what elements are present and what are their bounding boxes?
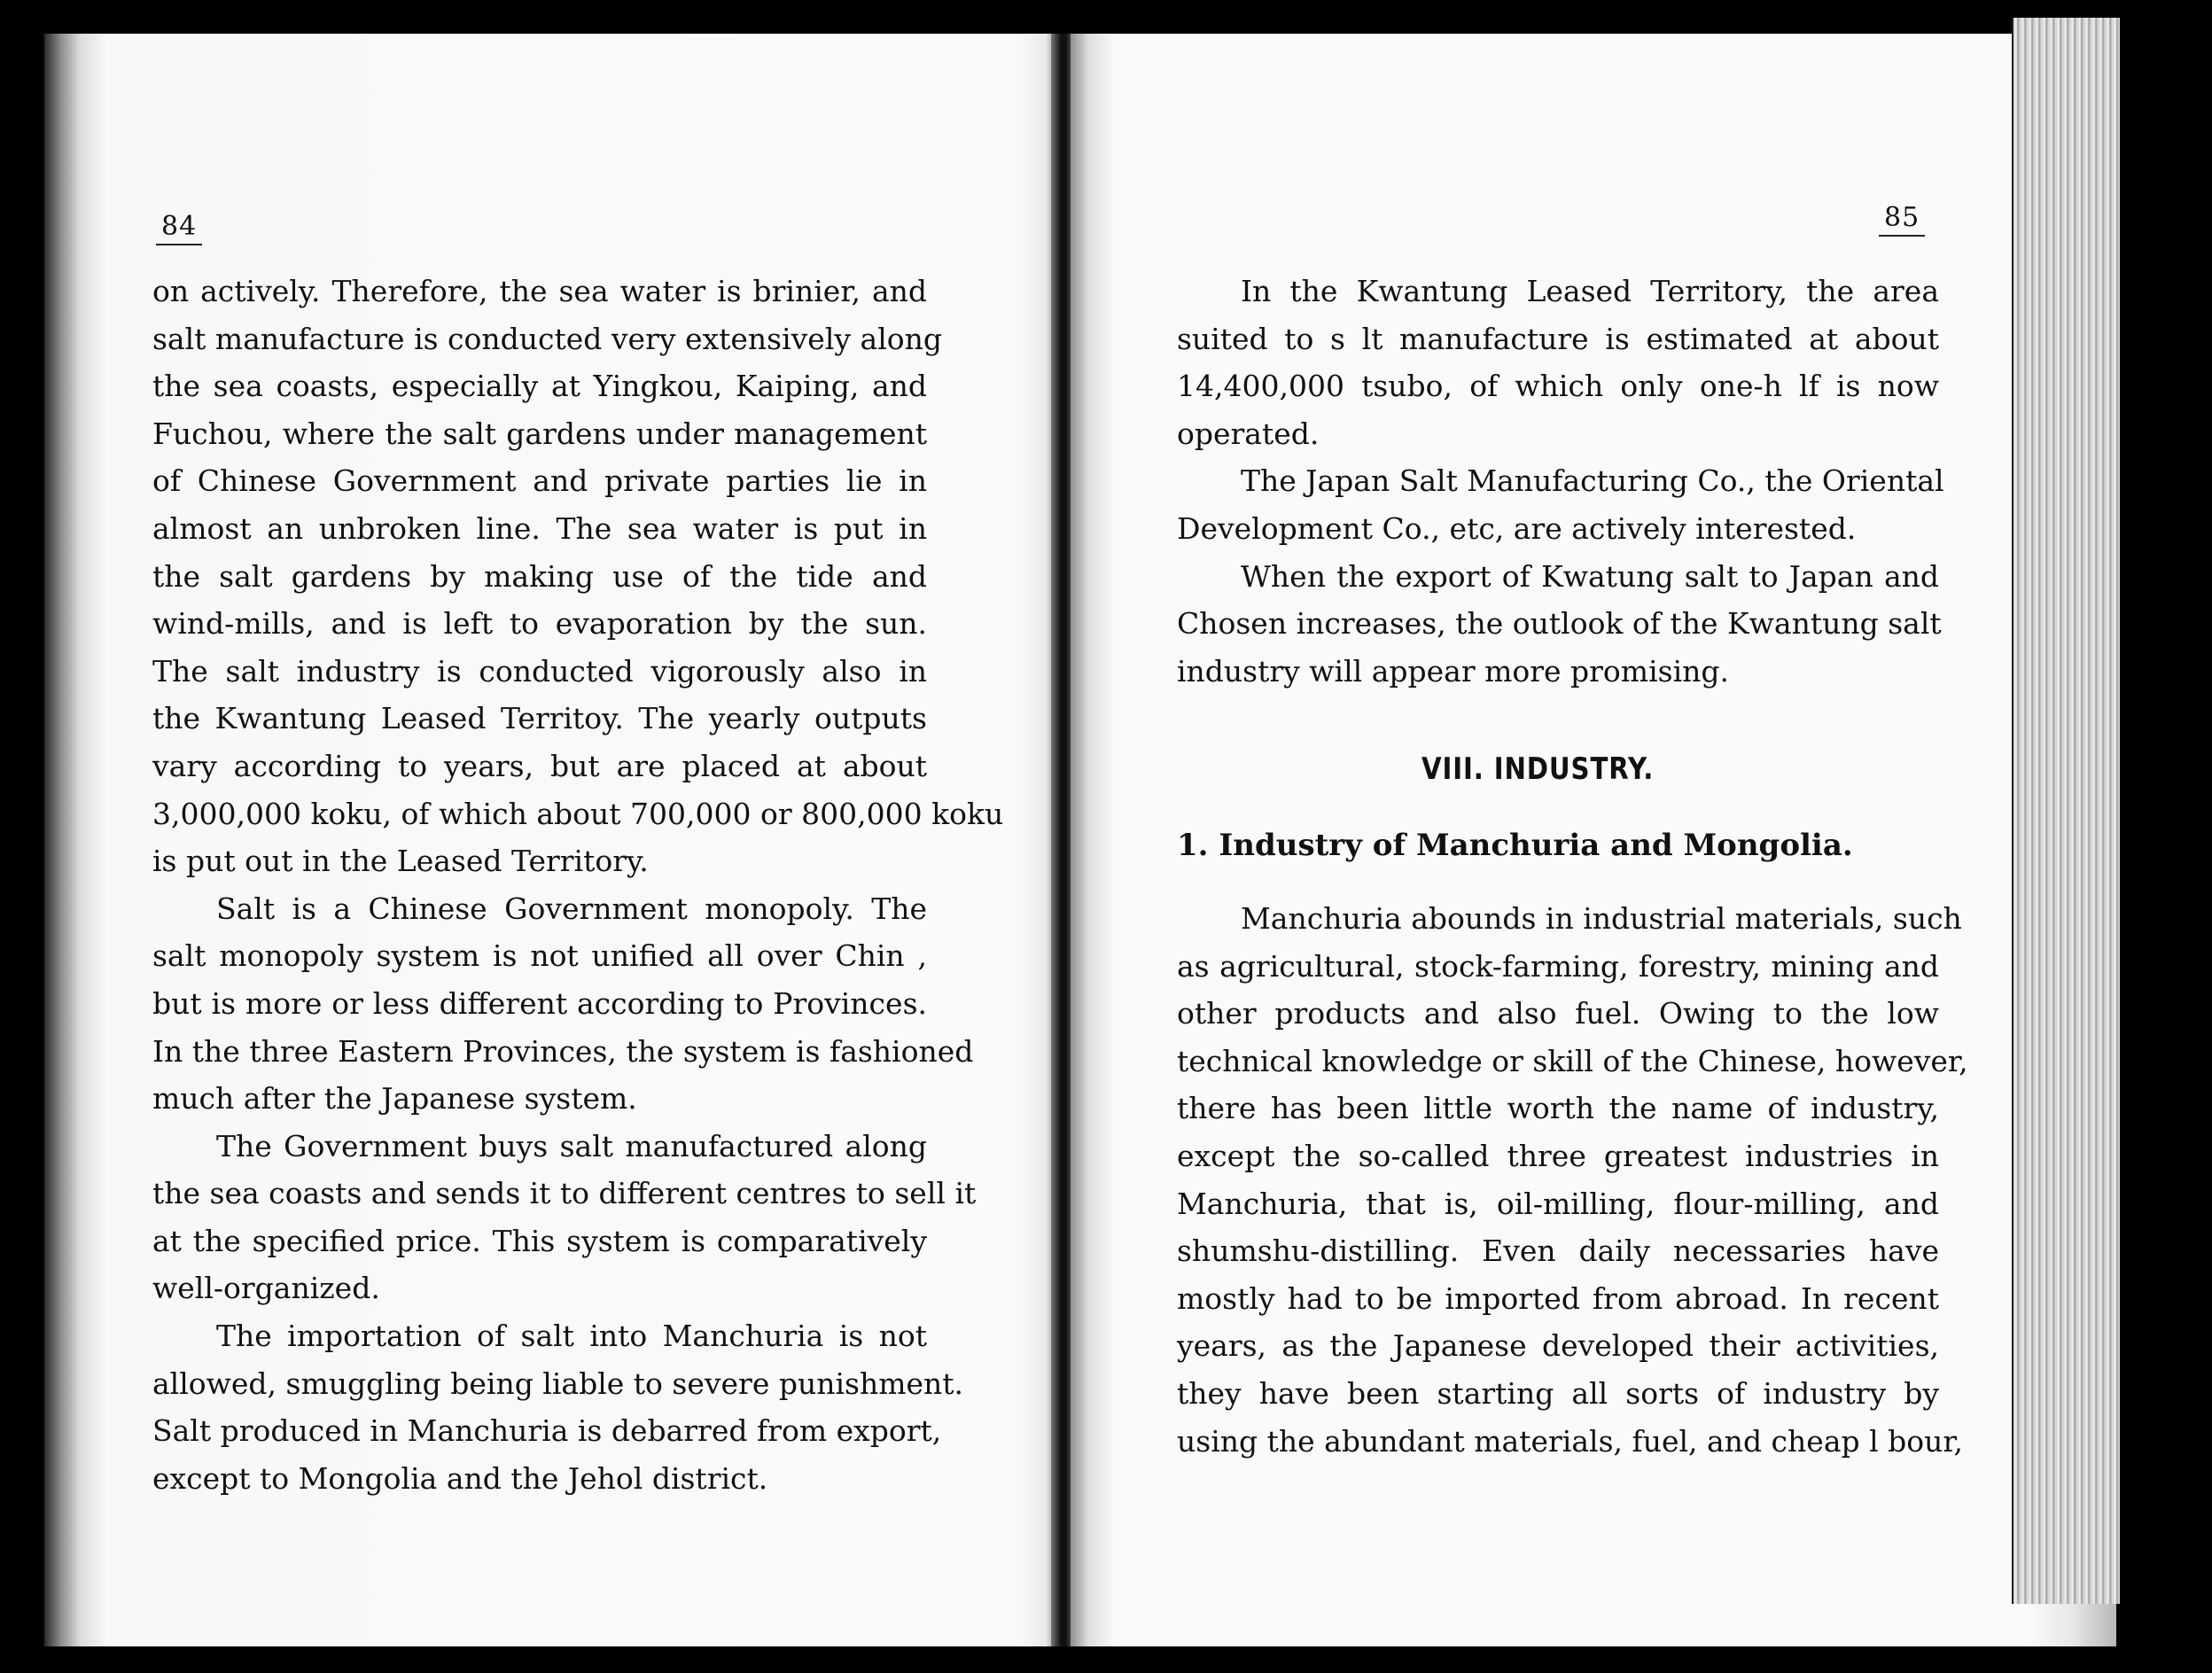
- text-line: years, as the Japanese developed their activities,: [1177, 1328, 1939, 1364]
- text-line: In the three Eastern Provinces, the system is fashioned: [152, 1033, 974, 1069]
- text-line: almost an unbroken line. The sea water is put in: [152, 510, 927, 546]
- text-line: the salt gardens by making use of the tide and: [152, 558, 927, 594]
- text-line: well-organized.: [152, 1271, 380, 1306]
- text-line: Development Co., etc, are actively interested.: [1177, 510, 1857, 546]
- section-heading: 1. Industry of Manchuria and Mongolia.: [1177, 828, 1853, 863]
- text-line: the sea coasts and sends it to different centres to sell it: [152, 1176, 977, 1211]
- text-line: When the export of Kwatung salt to Japan and: [1241, 558, 1939, 594]
- right-page-number: 85: [1879, 202, 1925, 237]
- page-edges: [2012, 18, 2120, 1604]
- text-line: other products and also fuel. Owing to the low: [1177, 996, 1939, 1031]
- text-line: suited to s lt manufacture is estimated at about: [1177, 321, 1939, 356]
- text-line: except the so-called three greatest industries in: [1177, 1138, 1939, 1173]
- text-line: wind-mills, and is left to evaporation by the sun.: [152, 606, 927, 642]
- text-line: Salt produced in Manchuria is debarred from export,: [152, 1413, 942, 1449]
- text-line: except to Mongolia and the Jehol district.: [152, 1460, 768, 1496]
- text-line: the sea coasts, especially at Yingkou, Kaiping, and: [152, 369, 927, 404]
- text-line: salt monopoly system is not unified all over Chin ,: [152, 938, 927, 974]
- text-line: technical knowledge or skill of the Chinese, however,: [1177, 1043, 1968, 1078]
- text-line: allowed, smuggling being liable to severe punishment.: [152, 1366, 964, 1401]
- text-line: Chosen increases, the outlook of the Kwantung salt: [1177, 606, 1942, 642]
- text-line: Fuchou, where the salt gardens under management: [152, 416, 927, 451]
- text-line: Manchuria abounds in industrial materials, such: [1241, 901, 1962, 936]
- text-line: shumshu-distilling. Even daily necessaries have: [1177, 1233, 1939, 1269]
- text-line: 14,400,000 tsubo, of which only one-h lf is now: [1177, 369, 1939, 404]
- text-line: In the Kwantung Leased Territory, the area: [1241, 274, 1939, 308]
- text-line: industry will appear more promising.: [1177, 653, 1730, 689]
- text-line: The Japan Salt Manufacturing Co., the Oriental: [1241, 463, 1944, 499]
- text-line: as agricultural, stock-farming, forestry, mining and: [1177, 948, 1939, 984]
- text-line: but is more or less different according to Provinces.: [152, 985, 927, 1021]
- right-page-body-top: [1177, 268, 1944, 695]
- text-line: Manchuria, that is, oil-milling, flour-milling, and: [1177, 1186, 1939, 1221]
- text-line: is put out in the Leased Territory.: [152, 844, 649, 879]
- text-line: there has been little worth the name of industry,: [1177, 1091, 1939, 1126]
- text-line: much after the Japanese system.: [152, 1081, 637, 1117]
- right-page-body-bottom: [1177, 895, 1968, 1465]
- text-line: The importation of salt into Manchuria is not: [216, 1319, 927, 1354]
- chapter-heading: VIII. INDUSTRY.: [1421, 751, 1655, 787]
- text-line: they have been starting all sorts of industry by: [1177, 1375, 1939, 1411]
- text-line: on actively. Therefore, the sea water is brinier, and: [152, 274, 927, 308]
- text-line: operated.: [1177, 416, 1320, 451]
- text-line: vary according to years, but are placed at about: [152, 748, 927, 783]
- text-line: The Government buys salt manufactured along: [216, 1128, 927, 1163]
- left-page-body: [152, 268, 1004, 1502]
- text-line: at the specified price. This system is comparatively: [152, 1223, 927, 1258]
- text-line: the Kwantung Leased Territoy. The yearly outputs: [152, 701, 927, 736]
- text-line: salt manufacture is conducted very extensively along: [152, 321, 942, 356]
- text-line: mostly had to be imported from abroad. In recent: [1177, 1280, 1939, 1316]
- text-line: 3,000,000 koku, of which about 700,000 or 800,000 koku: [152, 796, 1004, 831]
- text-line: Salt is a Chinese Government monopoly. The: [216, 891, 927, 926]
- text-line: The salt industry is conducted vigorously also in: [152, 653, 927, 689]
- text-line: of Chinese Government and private parties lie in: [152, 463, 927, 499]
- text-line: using the abundant materials, fuel, and cheap l bour,: [1177, 1423, 1964, 1459]
- left-page-number: 84: [156, 211, 202, 245]
